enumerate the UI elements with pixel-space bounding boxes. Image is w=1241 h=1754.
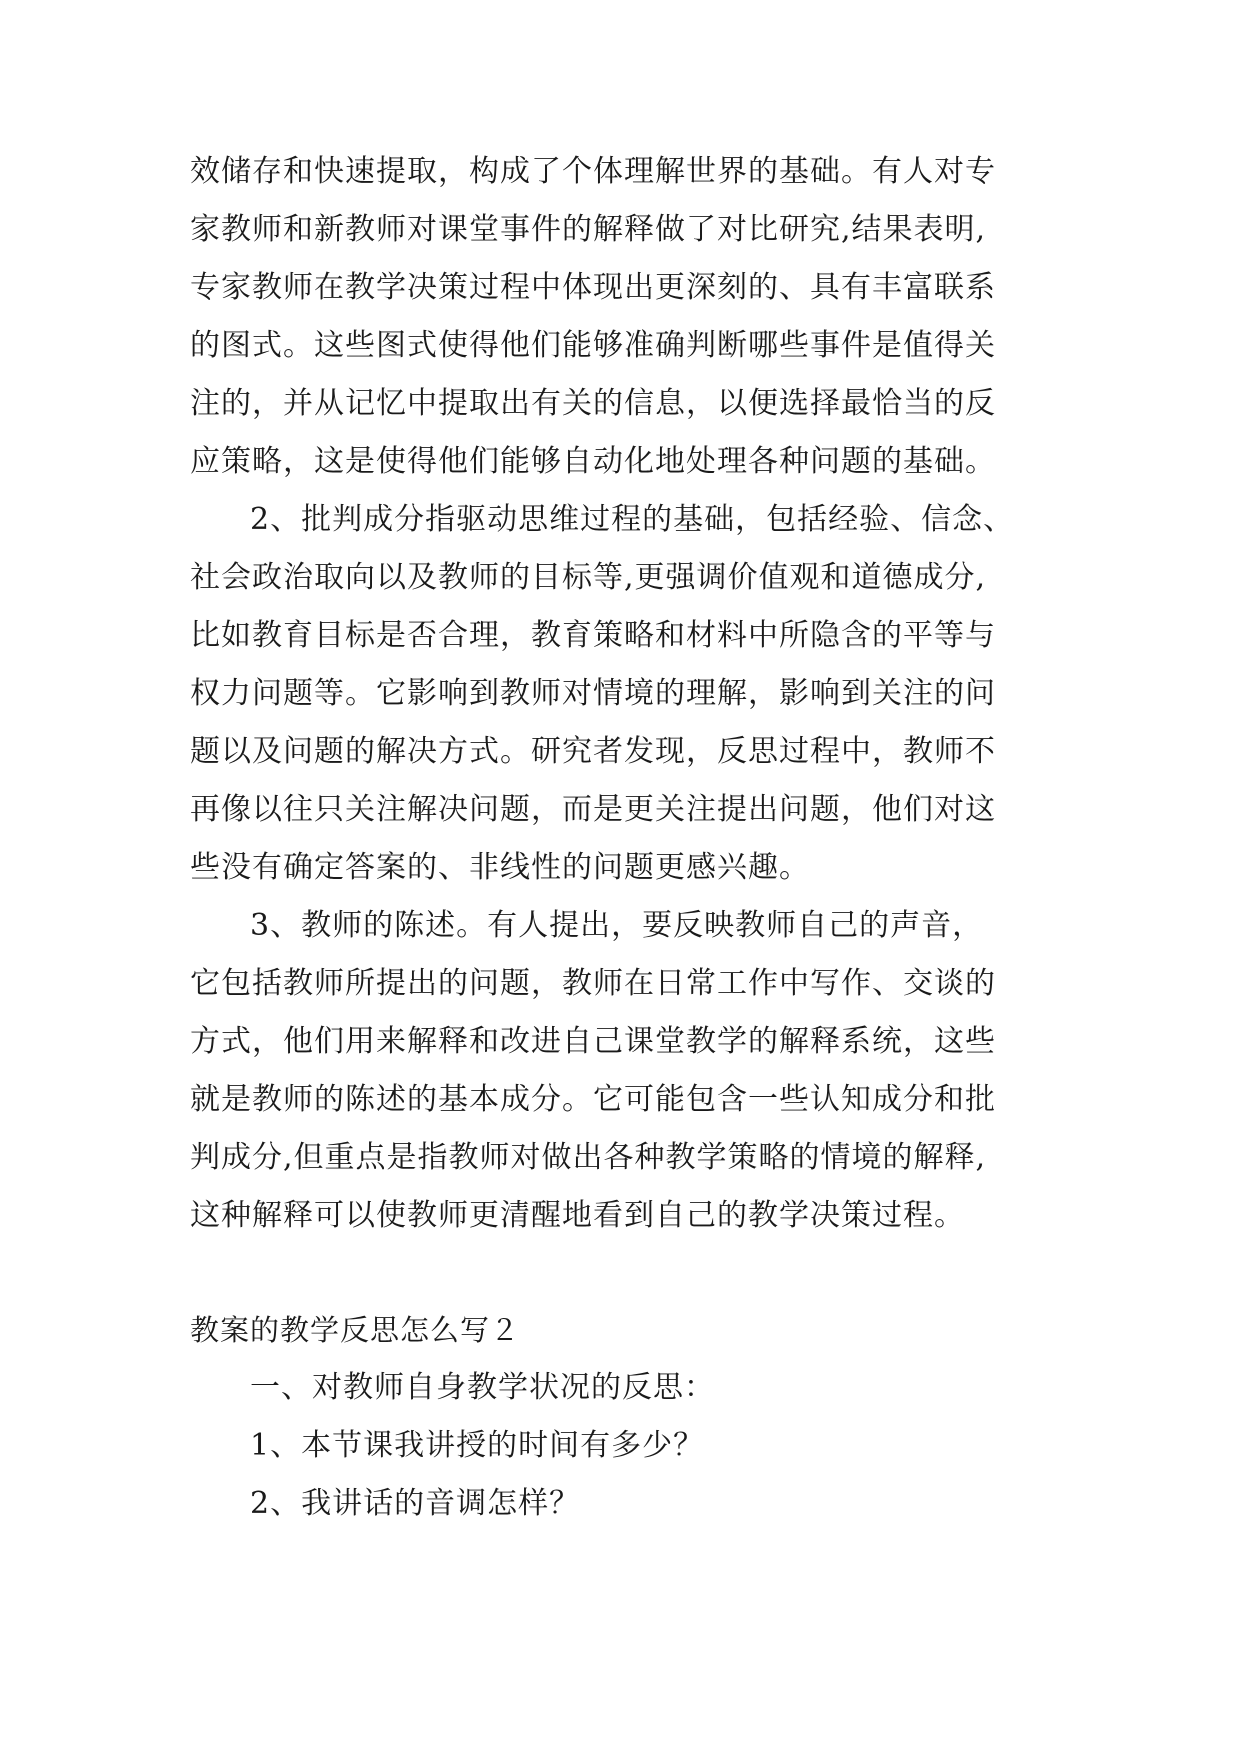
paragraph-line: 的图式。这些图式使得他们能够准确判断哪些事件是值得关 xyxy=(190,328,996,363)
paragraph-line: 就是教师的陈述的基本成分。它可能包含一些认知成分和批 xyxy=(190,1082,996,1117)
list-item: 1、本节课我讲授的时间有多少？ xyxy=(250,1428,705,1463)
paragraph-line: 它包括教师所提出的问题，教师在日常工作中写作、交谈的 xyxy=(190,966,996,1001)
list-item: 2、我讲话的音调怎样？ xyxy=(250,1486,581,1521)
paragraph-line: 专家教师在教学决策过程中体现出更深刻的、具有丰富联系 xyxy=(190,270,996,305)
paragraph-line: 题以及问题的解决方式。研究者发现，反思过程中，教师不 xyxy=(190,734,996,769)
paragraph-line: 再像以往只关注解决问题，而是更关注提出问题，他们对这 xyxy=(190,792,996,827)
list-heading: 一、对教师自身教学状况的反思： xyxy=(250,1370,715,1405)
paragraph-line: 比如教育目标是否合理，教育策略和材料中所隐含的平等与 xyxy=(190,618,996,653)
section-heading: 教案的教学反思怎么写２ xyxy=(190,1313,521,1347)
paragraph-line: 注的，并从记忆中提取出有关的信息，以便选择最恰当的反 xyxy=(190,386,996,421)
paragraph-line: 判成分,但重点是指教师对做出各种教学策略的情境的解释, xyxy=(190,1140,987,1175)
paragraph-line: 效储存和快速提取，构成了个体理解世界的基础。有人对专 xyxy=(190,154,996,189)
paragraph-line: 家教师和新教师对课堂事件的解释做了对比研究,结果表明, xyxy=(190,212,987,247)
paragraph-line: 这种解释可以使教师更清醒地看到自己的教学决策过程。 xyxy=(190,1198,965,1233)
paragraph-line: 些没有确定答案的、非线性的问题更感兴趣。 xyxy=(190,850,810,885)
paragraph-line: 3、教师的陈述。有人提出，要反映教师自己的声音， xyxy=(250,908,984,943)
paragraph-line: 社会政治取向以及教师的目标等,更强调价值观和道德成分, xyxy=(190,560,987,595)
paragraph-line: 方式，他们用来解释和改进自己课堂教学的解释系统，这些 xyxy=(190,1024,996,1059)
paragraph-line: 应策略，这是使得他们能够自动化地处理各种问题的基础。 xyxy=(190,444,996,479)
paragraph-line: 2、批判成分指驱动思维过程的基础，包括经验、信念、 xyxy=(250,502,1015,537)
paragraph-line: 权力问题等。它影响到教师对情境的理解，影响到关注的问 xyxy=(190,676,996,711)
